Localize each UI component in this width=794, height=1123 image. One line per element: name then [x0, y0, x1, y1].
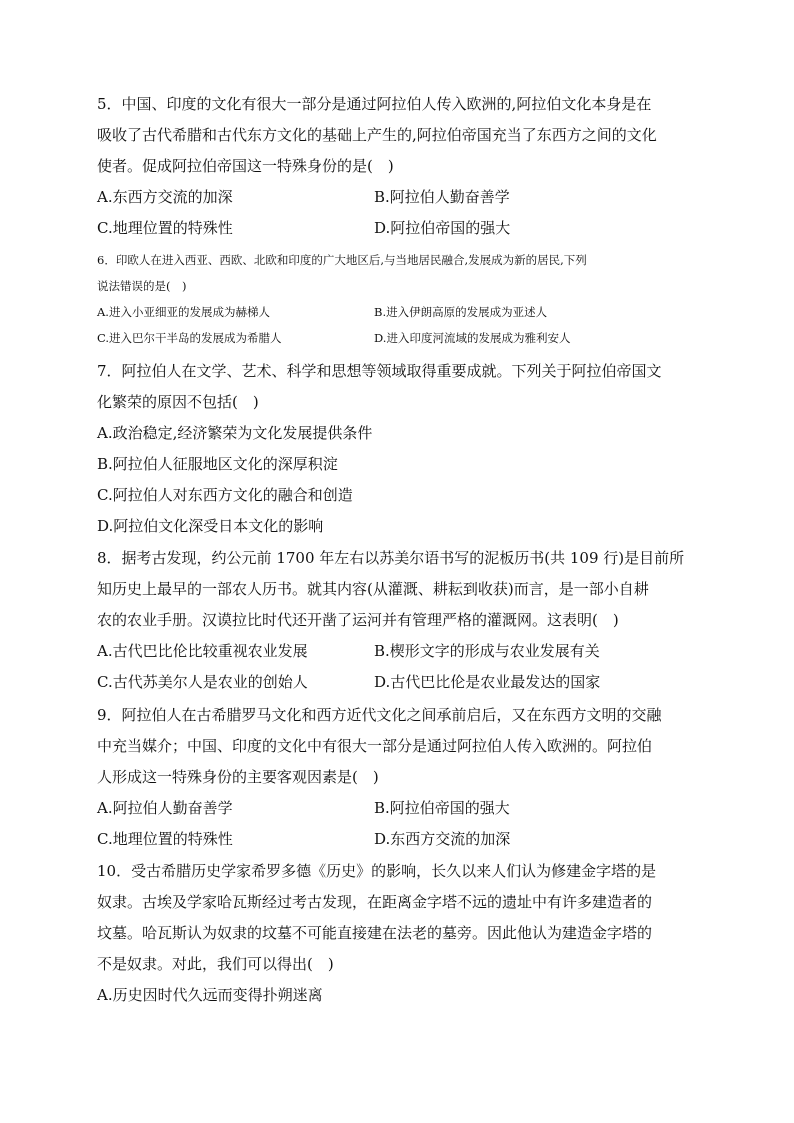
- question-5: [97, 89, 697, 244]
- question-text-line: 使者。促成阿拉伯帝国这一特殊身份的是( ): [97, 157, 394, 175]
- option-c: C.地理位置的特殊性: [97, 219, 233, 237]
- options-row: [97, 636, 697, 667]
- question-text-line: 中充当媒介；中国、印度的文化中有很大一部分是通过阿拉伯人传入欧洲的。阿拉伯: [97, 737, 653, 755]
- option-a: A.阿拉伯人勤奋善学: [97, 799, 233, 817]
- options-row: [97, 824, 697, 855]
- option-d: D.阿拉伯帝国的强大: [374, 219, 511, 237]
- question-8: [97, 543, 697, 698]
- question-text-line: 说法错误的是( ): [97, 279, 187, 293]
- question-text-line: 7．阿拉伯人在文学、艺术、科学和思想等领域取得重要成就。下列关于阿拉伯帝国文: [97, 362, 662, 380]
- option-b: B.进入伊朗高原的发展成为亚述人: [374, 305, 548, 319]
- question-text-line: 农的农业手册。汉谟拉比时代还开凿了运河并有管理严格的灌溉网。这表明( ): [97, 611, 619, 629]
- option-c: C.进入巴尔干半岛的发展成为希腊人: [97, 331, 282, 345]
- option-b: B.阿拉伯人勤奋善学: [374, 188, 510, 206]
- option-c: C.阿拉伯人对东西方文化的融合和创造: [97, 486, 353, 504]
- option-c: C.地理位置的特殊性: [97, 830, 233, 848]
- options-row: [97, 213, 697, 244]
- option-b: B.阿拉伯帝国的强大: [374, 799, 510, 817]
- options-row: [97, 793, 697, 824]
- question-text-line: 6．印欧人在进入西亚、西欧、北欧和印度的广大地区后,与当地居民融合,发展成为新的居民,下列: [97, 253, 587, 267]
- option-d: D.进入印度河流域的发展成为雅利安人: [374, 331, 571, 345]
- question-text-line: 坟墓。哈瓦斯认为奴隶的坟墓不可能直接建在法老的墓旁。因此他认为建造金字塔的: [97, 924, 653, 942]
- question-10: [97, 856, 697, 1011]
- question-text-line: 5．中国、印度的文化有很大一部分是通过阿拉伯人传入欧洲的,阿拉伯文化本身是在: [97, 95, 652, 113]
- question-text-line: 8．据考古发现，约公元前 1700 年左右以苏美尔语书写的泥板历书(共 109 行)是目前所: [97, 549, 685, 567]
- options-row: [97, 182, 697, 213]
- option-c: C.古代苏美尔人是农业的创始人: [97, 673, 308, 691]
- option-a: A.东西方交流的加深: [97, 188, 233, 206]
- question-text-line: 化繁荣的原因不包括( ): [97, 393, 259, 411]
- options-row: [97, 325, 697, 351]
- question-text-line: 知历史上最早的一部农人历书。就其内容(从灌溉、耕耘到收获)而言，是一部小自耕: [97, 580, 649, 598]
- options-row: [97, 299, 697, 325]
- option-d: D.东西方交流的加深: [374, 830, 511, 848]
- option-a: A.进入小亚细亚的发展成为赫梯人: [97, 305, 270, 319]
- question-text-line: 9．阿拉伯人在古希腊罗马文化和西方近代文化之间承前启后，又在东西方文明的交融: [97, 706, 662, 724]
- option-b: B.楔形文字的形成与农业发展有关: [374, 642, 600, 660]
- question-6: [97, 247, 697, 351]
- option-d: D.古代巴比伦是农业最发达的国家: [374, 673, 601, 691]
- question-text-line: 吸收了古代希腊和古代东方文化的基础上产生的,阿拉伯帝国充当了东西方之间的文化: [97, 126, 657, 144]
- option-a: A.政治稳定,经济繁荣为文化发展提供条件: [97, 424, 373, 442]
- option-a: A.古代巴比伦比较重视农业发展: [97, 642, 308, 660]
- question-text-line: 奴隶。古埃及学家哈瓦斯经过考古发现，在距离金字塔不远的遗址中有许多建造者的: [97, 893, 653, 911]
- question-text-line: 不是奴隶。对此，我们可以得出( ): [97, 955, 334, 973]
- question-text-line: 人形成这一特殊身份的主要客观因素是( ): [97, 768, 379, 786]
- question-text-line: 10．受古希腊历史学家希罗多德《历史》的影响，长久以来人们认为修建金字塔的是: [97, 862, 657, 880]
- question-9: [97, 700, 697, 855]
- options-row: [97, 667, 697, 698]
- option-d: D.阿拉伯文化深受日本文化的影响: [97, 517, 324, 535]
- option-a: A.历史因时代久远而变得扑朔迷离: [97, 986, 323, 1004]
- question-7: [97, 356, 697, 542]
- option-b: B.阿拉伯人征服地区文化的深厚积淀: [97, 455, 338, 473]
